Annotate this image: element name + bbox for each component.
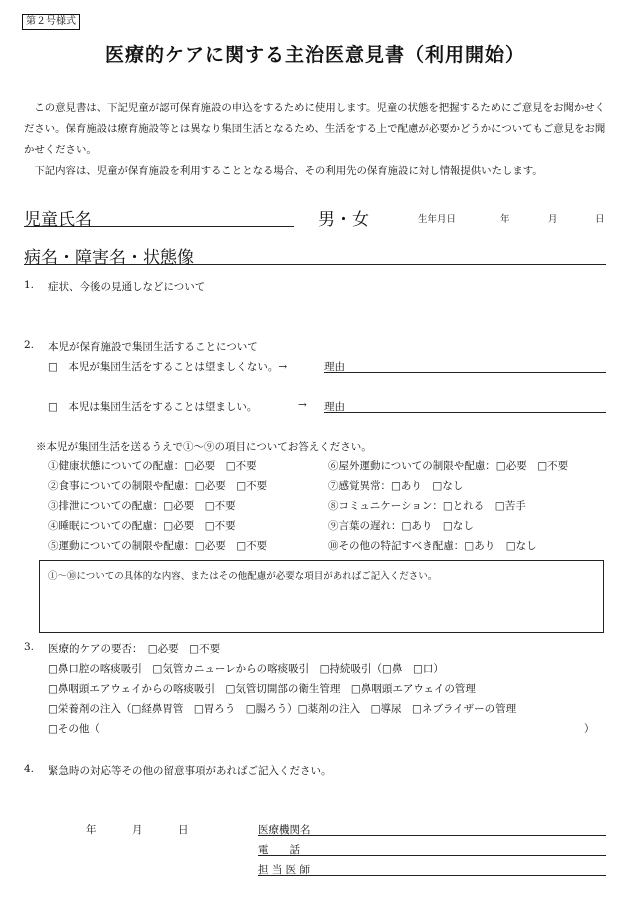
section-2-text: 本児が保育施設で集団生活することについて	[48, 341, 258, 353]
care-item[interactable]: ④睡眠についての配慮：□必要 □不要	[48, 520, 236, 532]
section-3-number: 3.	[24, 641, 35, 653]
birth-year-label: 年	[500, 214, 510, 225]
section-4-text: 緊急時の対応等その他の留意事項があればご記入ください。	[48, 765, 332, 777]
intro-paragraph-2: 下記内容は、児童が保育施設を利用することとなる場合、その利用先の保育施設に対し情報提供いたします。	[34, 165, 543, 177]
section-2-number: 2.	[24, 339, 35, 351]
option-1-reason-label: 理由	[324, 361, 345, 373]
medical-care-other[interactable]: □その他（	[48, 723, 100, 735]
details-box[interactable]	[39, 560, 604, 633]
child-name-label: 児童氏名	[24, 210, 92, 230]
doctor-line[interactable]	[258, 875, 606, 876]
doctor-label: 担 当 医 師	[258, 864, 311, 876]
care-item[interactable]: ⑦感覚異常：□あり □なし	[328, 480, 464, 492]
gender-choice[interactable]: 男・女	[318, 210, 369, 230]
option-2-arrow: →	[298, 399, 307, 411]
phone-label: 電 話	[258, 844, 300, 856]
intro-text	[24, 98, 608, 182]
section-1-text: 症状、今後の見通しなどについて	[48, 281, 206, 293]
institution-line[interactable]	[258, 835, 606, 836]
footer-month-label: 月	[132, 824, 143, 836]
section-4-number: 4.	[24, 763, 35, 775]
child-name-line[interactable]	[24, 226, 294, 227]
page-title: 医療的ケアに関する主治医意見書（利用開始）	[104, 44, 525, 66]
care-item[interactable]: ⑤運動についての制限や配慮：□必要 □不要	[48, 540, 268, 552]
section-1-number: 1.	[24, 279, 35, 291]
medical-care-options[interactable]: □栄養剤の注入（□経鼻胃管 □胃ろう □腸ろう）□薬剤の注入 □導尿 □ネブライザーの管理	[48, 703, 517, 715]
intro-paragraph-1: この意見書は、下記児童が認可保育施設の申込をするために使用します。児童の状態を把握するためにご意見をお聞かせください。保育施設は療育施設等とは異なり集団生活となるため、生活をする上で配慮が必要かどうかについてもご意見をお聞かせください。	[24, 102, 606, 156]
medical-care-options[interactable]: □鼻咽頭エアウェイからの喀痰吸引 □気管切開部の衛生管理 □鼻咽頭エアウェイの管理	[48, 683, 476, 695]
birth-day-label: 日	[595, 214, 605, 225]
section-3-text[interactable]: 医療的ケアの要否： □必要 □不要	[48, 643, 221, 655]
medical-care-other-close: ）	[584, 723, 595, 735]
details-box-instruction: ①～⑩についての具体的な内容、またはその他配慮が必要な項目があればご記入ください。	[48, 571, 438, 582]
birthdate-label: 生年月日	[418, 214, 457, 225]
option-1-reason-line[interactable]	[324, 372, 606, 373]
care-item[interactable]: ⑥屋外運動についての制限や配慮：□必要 □不要	[328, 460, 569, 472]
footer-year-label: 年	[86, 824, 97, 836]
care-item[interactable]: ⑩その他の特記すべき配慮：□あり □なし	[328, 540, 537, 552]
medical-care-options[interactable]: □鼻口腔の喀痰吸引 □気管カニューレからの喀痰吸引 □持続吸引（□鼻 □口）	[48, 663, 444, 675]
option-desirable[interactable]: □ 本児は集団生活をすることは望ましい。	[48, 401, 258, 413]
footer-day-label: 日	[178, 824, 189, 836]
birth-month-label: 月	[548, 214, 558, 225]
form-number: 第２号様式	[22, 14, 80, 30]
phone-line[interactable]	[258, 855, 606, 856]
option-not-desirable[interactable]: □ 本児が集団生活をすることは望ましくない。→	[48, 361, 288, 373]
option-2-reason-line[interactable]	[324, 412, 606, 413]
care-item[interactable]: ③排泄についての配慮：□必要 □不要	[48, 500, 236, 512]
diagnosis-label: 病名・障害名・状態像	[24, 248, 194, 268]
institution-label: 医療機関名	[258, 824, 311, 836]
option-2-reason-label: 理由	[324, 401, 345, 413]
care-item[interactable]: ⑨言葉の遅れ：□あり □なし	[328, 520, 474, 532]
diagnosis-line[interactable]	[24, 264, 606, 265]
items-note: ※本児が集団生活を送るうえで①～⑨の項目についてお答えください。	[36, 441, 372, 453]
care-item[interactable]: ①健康状態についての配慮：□必要 □不要	[48, 460, 257, 472]
care-item[interactable]: ②食事についての制限や配慮：□必要 □不要	[48, 480, 268, 492]
care-item[interactable]: ⑧コミュニケーション：□とれる □苦手	[328, 500, 526, 512]
